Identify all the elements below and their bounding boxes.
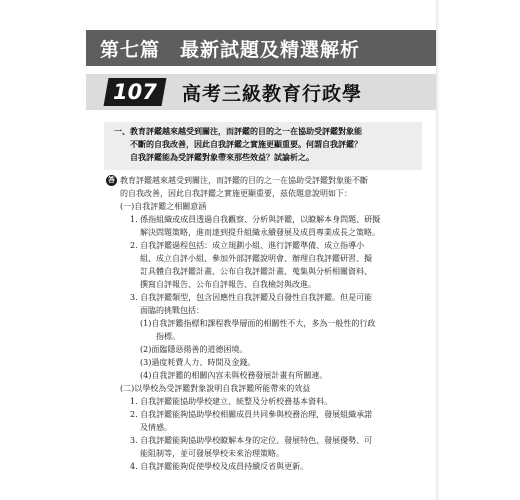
answer-line: 解決問題策略，進而達到提升組織永續發展及成員專業成長之策略。 [140,228,380,237]
question-line: 不斷的自我改善，因此自我評鑑之實施更顯重要。何謂自我評鑑？ [114,140,362,149]
book-page [86,0,436,500]
answer-line: 1. 係指組織或成員透過自我觀察、分析與評鑑，以瞭解本身問題、研擬 [130,215,381,224]
answer-line: 1. 自我評鑑能協助學校建立、統整及分析校務基本資料。 [130,397,333,406]
answer-section-heading: (一)自我評鑑之相關意涵 [120,202,207,211]
answer-line: 及情感。 [140,423,172,432]
answer-line: (3)過度耗費人力、時間及金錢。 [140,358,256,367]
exam-title: 高考三級教育行政學 [182,83,363,105]
answer-line: 撰寫自評報告、公布自評報告、自我檢討與改進。 [140,280,316,289]
answer-line: 2. 自我評鑑能夠協助學校相關成員共同參與校務治理，發展組織承諾 [130,410,373,419]
exam-year: 107 [113,80,157,104]
answer-line: (2)面臨隱惡揚善的道德困境。 [140,345,248,354]
answer-line: 面臨的挑戰包括： [140,306,204,315]
answer-line: 4. 自我評鑑能夠促使學校及成員持續反省與更新。 [130,462,309,471]
answer-line: 的自我改善，因此自我評鑑之實施更顯重要，茲依題意說明如下： [120,189,352,198]
question-line: 一、教育評鑑越來越受到關注，而評鑑的目的之一在協助受評鑑對象能 [114,127,362,136]
answer-line: 3. 自我評鑑類型，包含因應性自我評鑑及自發性自我評鑑。但是可能 [130,293,373,302]
chapter-title: 第七篇 最新試題及精選解析 [100,39,361,61]
answer-section [86,0,436,500]
answer-line: 指標。 [156,332,180,341]
answer-line: 3. 自我評鑑能夠協助學校瞭解本身的定位、發展特色、發展優勢、可 [130,436,373,445]
answer-line: 能阻制等，並可發展學校未來治理策略。 [140,449,284,458]
answer-section-heading: (二)以學校為受評鑑對象說明自我評鑑所能帶來的效益 [120,384,311,393]
answer-line: 2. 自我評鑑過程包括：成立規劃小組、進行評鑑準備、成立指導小 [130,241,365,250]
answer-line: 教育評鑑越來越受到關注，而評鑑的目的之一在協助受評鑑對象能不斷 [120,176,368,185]
answer-line: 組、成立自評小組、參加外部評鑑說明會、辦理自我評鑑研習、擬 [140,254,372,263]
answer-line: 訂具體自我評鑑計畫、公布自我評鑑計畫、蒐集與分析相關資料、 [140,267,372,276]
answer-line: (1)自我評鑑指標和課程教學層面的相關性不大，多為一般性的行政 [140,319,376,328]
page-edge-shadow [436,0,440,500]
answer-line: (4)自我評鑑的相關內容未與校務發展計畫有所關連。 [140,371,328,380]
answer-icon: 答 [108,176,115,184]
question-line: 自我評鑑能為受評鑑對象帶來那些效益？試論析之。 [114,153,314,162]
